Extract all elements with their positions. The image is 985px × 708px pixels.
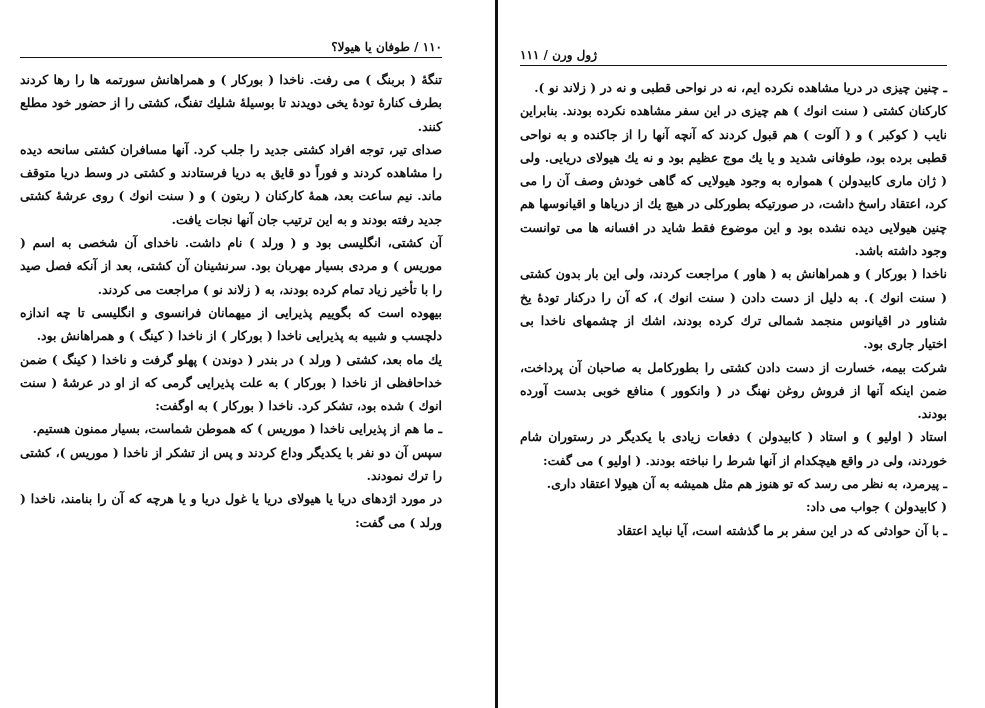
paragraph: در مورد اژدهای دریا یا هیولای دریا یا غول دریا و یا هرچه که آن را بنامند، ناخدا ( ورلد ) می گفت: [20, 491, 442, 530]
paragraph: صدای تیر، توجه افراد کشتی جدید را جلب کرد. آنها مسافران کشتی سانحه دیده را مشاهده کردند و فوراً دو قایق به دریا فرستادند و کشتی در وسط دریا متوقف ماند. نیم ساعت بعد، همهٔ کارکنان ( ربتون ) و ( سنت انوك ) روی عرشهٔ کشتی جدید رفته بودند و به این ترتیب جان آنها نجات یافت. [20, 141, 442, 227]
paragraph: ( کابیدولن ) جواب می داد: [805, 499, 947, 515]
paragraph: بیهوده است که بگوییم پذیرایی از میهمانان فرانسوی و انگلیسی تا چه اندازه دلچسب و شبیه به پذیرایی ناخدا ( بورکار ) از ناخدا ( کینگ ) و همراهانش بود. [20, 304, 442, 344]
right-page-body [520, 76, 947, 542]
left-page-title: طوفان یا هیولا؟ [331, 40, 410, 54]
paragraph: ـ پیرمرد، به نظر می رسد که تو هنوز هم مثل همیشه به آن هیولا اعتقاد داری. [546, 476, 947, 492]
right-page [500, 0, 985, 708]
paragraph: شرکت بیمه، خسارت از دست دادن کشتی را بطورکامل به صاحبان آن پرداخت، ضمن اینکه آنها از فروش روغن نهنگ در ( وانکوور ) منافع خوبی بدست آورده بودند. [520, 359, 947, 422]
paragraph: یك ماه بعد، کشتی ( ورلد ) در بندر ( دوندن ) پهلو گرفت و ناخدا ( کینگ ) ضمن خداحافظی از ناخدا ( بورکار ) به علت پذیرایی گرمی که از او در عرشهٔ ( سنت انوك ) شده بود، تشکر کرد. ناخدا ( بورکار ) به اوگفت: [20, 351, 442, 414]
paragraph: تنگهٔ ( بربنگ ) می رفت. ناخدا ( بورکار ) و همراهانش سورتمه ها را رها کردند بطرف کنارهٔ تودهٔ یخی دویدند تا بوسیلهٔ شلیك تفنگ، کشتی را از حضور خود مطلع کنند. [20, 72, 442, 134]
left-page-number: ۱۱۰ [422, 40, 442, 54]
right-page-header [520, 48, 947, 66]
paragraph: ـ چنین چیزی در دریا مشاهده نکرده ایم، نه در نواحی قطبی و نه در ( زلاند نو ). [534, 80, 947, 95]
paragraph: ناخدا ( بورکار ) و همراهانش به ( هاور ) مراجعت کردند، ولی این بار بدون کشتی ( سنت انوك ). به دلیل از دست دادن ( سنت انوك )، که آن را درکنار تودهٔ یخ شناور در اقیانوس منجمد شمالی ترك کرده بودند، اشك از چشمهای ناخدا بی اختیار جاری بود. [520, 266, 947, 352]
paragraph: استاد ( اولیو ) و استاد ( کابیدولن ) دفعات زیادی با یکدیگر در رستوران شام خوردند، ولی در واقع هیچکدام از آنها شرط را نباخته بودند. ( اولیو ) می گفت: [520, 429, 947, 468]
book-spine-divider [495, 0, 498, 708]
paragraph: سپس آن دو نفر با یکدیگر وداع کردند و پس از تشکر از ناخدا ( موریس )، کشتی را ترك نمودند. [20, 444, 442, 484]
paragraph: آن کشتی، انگلیسی بود و ( ورلد ) نام داشت. ناخدای آن شخصی به اسم ( موریس ) و مردی بسیار مهربان بود. سرنشینان آن کشتی، بعد از آنکه فصل صید را با تأخیر زیاد تمام کرده بودند، به ( زلاند نو ) مراجعت می کردند. [20, 235, 442, 297]
header-separator: / [409, 40, 419, 54]
right-page-running-head [520, 48, 597, 62]
left-page-header [20, 40, 442, 58]
left-page-running-head [331, 40, 442, 54]
left-page [0, 0, 492, 708]
header-separator: / [539, 48, 548, 62]
left-page-body [20, 68, 442, 534]
paragraph: کارکنان کشتی ( سنت انوك ) هم چیزی در این سفر مشاهده نکرده بودند. بنابراین نایب ( کوکبر ) و ( آلوت ) هم قبول کردند که آنچه آنها را از جاکنده و به نواحی قطبی برده بود، طوفانی شدید و یا یك موج عظیم بود و نه یك هیولای دریایی. ولی ( ژان ماری کابیدولن ) همواره به وجود هیولایی که گاهی خودش وصف آن را می کرد، اعتقاد راسخ داشت، در صورتیکه بطورکلی در هیچ یك از دریاها و اقیانوسها هم چنین هیولایی دیده نشده بود و این موضوع فقط شاید در افسانه ها می توانست وجود داشته باشد. [520, 103, 947, 259]
paragraph: ـ ما هم از پذیرایی ناخدا ( موریس ) که هموطن شماست، بسیار ممنون هستیم. [32, 421, 442, 437]
paragraph: ـ با آن حوادثی که در این سفر بر ما گذشته است، آیا نباید اعتقاد [616, 522, 947, 538]
right-page-number: ۱۱۱ [520, 48, 540, 62]
right-page-title: ژول ورن [552, 48, 597, 62]
